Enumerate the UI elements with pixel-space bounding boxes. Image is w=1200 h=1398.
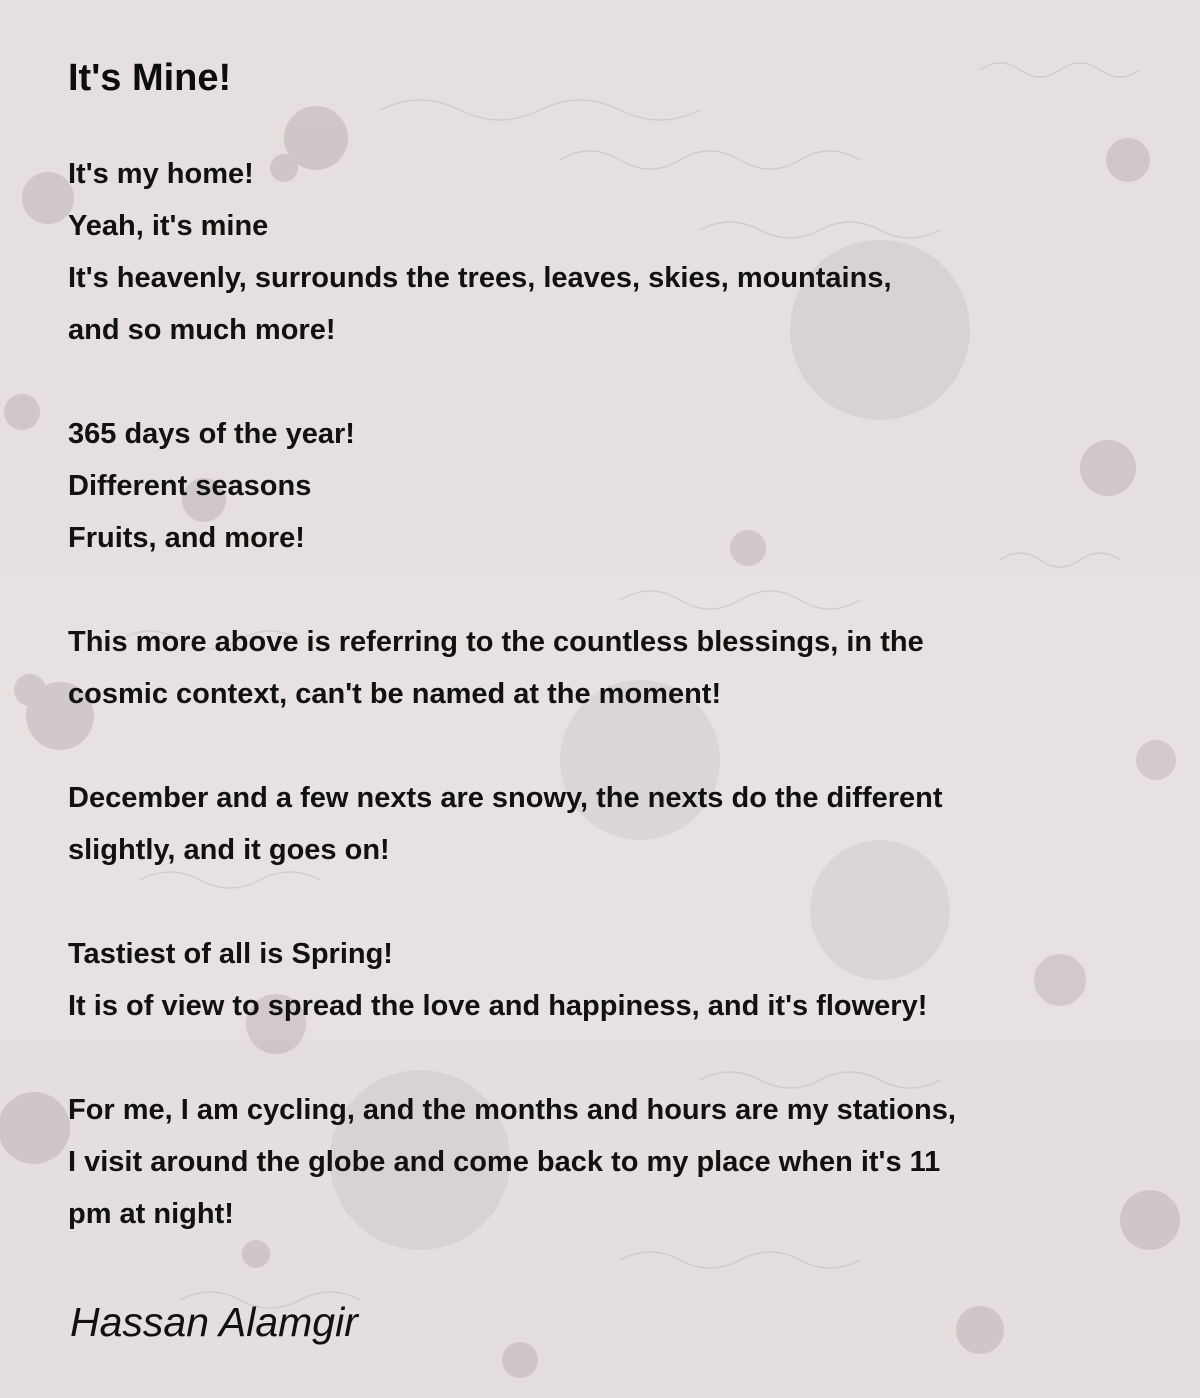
poem-author: Hassan Alamgir <box>70 1299 358 1345</box>
poem-line: Fruits, and more! <box>68 522 305 554</box>
poem-line: It's my home! <box>68 158 254 190</box>
poem-line: I visit around the globe and come back to my place when it's 11 <box>68 1146 941 1178</box>
poem-line: slightly, and it goes on! <box>68 834 390 866</box>
poem-stanza <box>68 408 1148 564</box>
poem-line: Tastiest of all is Spring! <box>68 938 393 970</box>
poem-line: This more above is referring to the countless blessings, in the <box>68 626 924 658</box>
poem-line: Different seasons <box>68 470 312 502</box>
poem-line: For me, I am cycling, and the months and hours are my stations, <box>68 1094 956 1126</box>
poem-line: Yeah, it's mine <box>68 210 269 242</box>
poem-line: December and a few nexts are snowy, the nexts do the different <box>68 782 943 814</box>
poem-stanza <box>68 928 1148 1032</box>
poem-line: 365 days of the year! <box>68 418 355 450</box>
poem-line: and so much more! <box>68 314 336 346</box>
poem-line: It's heavenly, surrounds the trees, leaves, skies, mountains, <box>68 262 892 294</box>
poem-stanza <box>68 616 1148 720</box>
poem-body <box>68 148 1148 1292</box>
poem-stanza <box>68 148 1148 356</box>
poem-line: cosmic context, can't be named at the moment! <box>68 678 722 710</box>
poem-stanza <box>68 772 1148 876</box>
poem-stanza <box>68 1084 1148 1240</box>
poem-line: pm at night! <box>68 1198 234 1230</box>
poem-title: It's Mine! <box>68 57 232 99</box>
poem-line: It is of view to spread the love and happiness, and it's flowery! <box>68 990 928 1022</box>
